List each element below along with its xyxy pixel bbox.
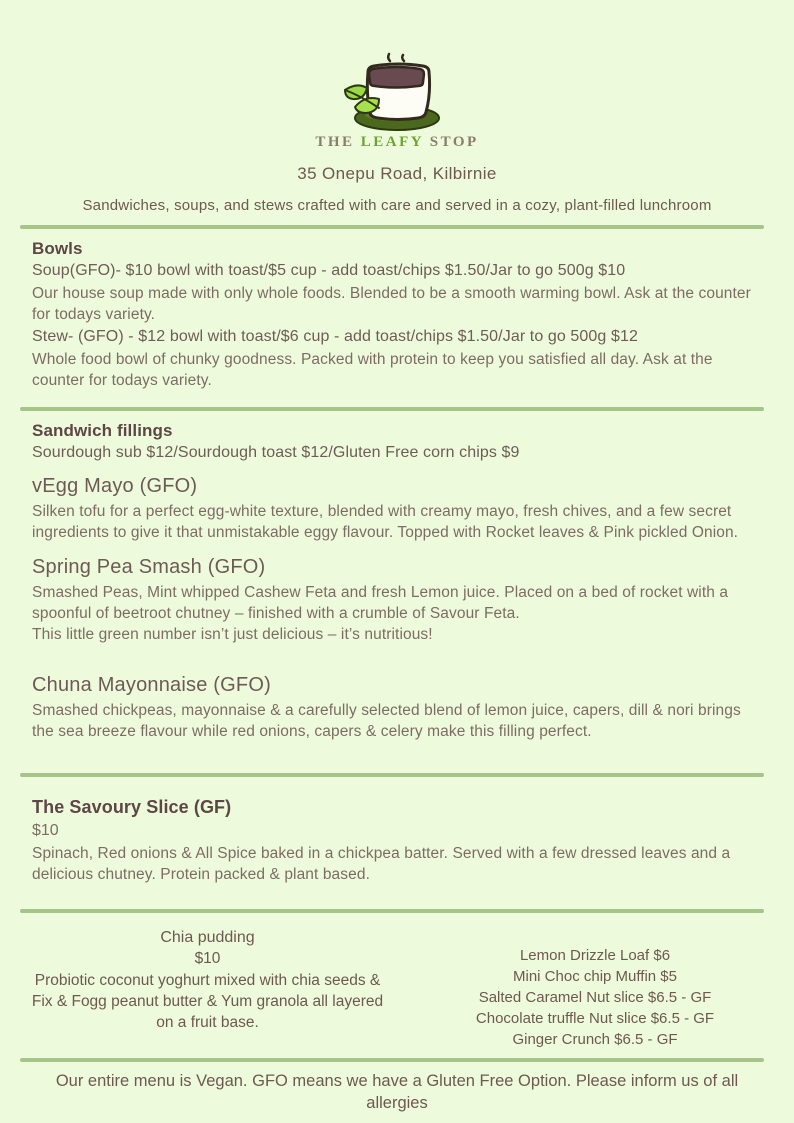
bread-options-line: Sourdough sub $12/Sourdough toast $12/Gluten Free corn chips $9 xyxy=(32,444,520,461)
logo-word-stop: STOP xyxy=(429,134,479,150)
filling-name-spring-pea-smash: Spring Pea Smash (GFO) xyxy=(32,556,266,578)
chia-pudding-name: Chia pudding xyxy=(160,929,255,946)
coffee-cup-logo-icon xyxy=(335,52,459,132)
filling-description: Smashed Peas, Mint whipped Cashew Feta and fresh Lemon juice. Placed on a bed of rocket with a spoonful of beetroot chutney – finished with a crumble of Savour Feta. xyxy=(32,584,729,622)
filling-name-vegg-mayo: vEgg Mayo (GFO) xyxy=(32,475,198,497)
menu-header xyxy=(0,0,794,214)
sweets-section xyxy=(0,913,794,1050)
sandwich-fillings-section xyxy=(0,421,794,742)
section-divider xyxy=(20,1058,764,1062)
savoury-slice-price: $10 xyxy=(32,822,59,839)
filling-description: Silken tofu for a perfect egg-white texture, blended with creamy mayo, fresh chives, and a few secret ingredients to give it that unmistakable eggy flavour. Topped with Rocket leaves & Pink pickled Onion. xyxy=(32,503,739,541)
cabinet-item: Mini Choc chip Muffin $5 xyxy=(513,968,677,985)
filling-name-chuna-mayonnaise: Chuna Mayonnaise (GFO) xyxy=(32,674,271,696)
section-divider xyxy=(20,407,764,411)
logo-wordmark xyxy=(0,134,794,151)
cabinet-item: Salted Caramel Nut slice $6.5 - GF xyxy=(478,989,712,1006)
tagline: Sandwiches, soups, and stews crafted with care and served in a cozy, plant-filled lunchroom xyxy=(82,197,712,214)
filling-description: Smashed chickpeas, mayonnaise & a carefully selected blend of lemon juice, capers, dill & nori brings the sea breeze flavour while red onions, capers & celery make this filling perfect. xyxy=(32,702,741,740)
address-line: 35 Onepu Road, Kilbirnie xyxy=(297,164,497,183)
stew-price-line: Stew- (GFO) - $12 bowl with toast/$6 cup - add toast/chips $1.50/Jar to go 500g $12 xyxy=(32,328,638,345)
logo-word-leafy: LEAFY xyxy=(360,134,424,150)
bowls-title: Bowls xyxy=(32,239,83,258)
soup-price-line: Soup(GFO)- $10 bowl with toast/$5 cup - add toast/chips $1.50/Jar to go 500g $10 xyxy=(32,262,626,279)
logo-word-the: THE xyxy=(315,134,355,150)
cabinet-sweets-column xyxy=(430,927,760,1050)
section-divider xyxy=(20,773,764,777)
section-divider xyxy=(20,225,764,229)
savoury-slice-section xyxy=(0,797,794,885)
sandwich-fillings-title: Sandwich fillings xyxy=(32,421,173,440)
bowls-section xyxy=(0,239,794,391)
savoury-slice-title: The Savoury Slice (GF) xyxy=(32,797,232,817)
soup-description: Our house soup made with only whole foods. Blended to be a smooth warming bowl. Ask at the counter for todays variety. xyxy=(32,285,751,323)
savoury-slice-description: Spinach, Red onions & All Spice baked in a chickpea batter. Served with a few dressed leaves and a delicious chutney. Protein packed & plant based. xyxy=(32,845,731,883)
cabinet-item: Ginger Crunch $6.5 - GF xyxy=(512,1031,678,1048)
filling-description-extra: This little green number isn’t just delicious – it’s nutritious! xyxy=(32,626,433,643)
chia-pudding-price: $10 xyxy=(194,950,221,967)
chia-pudding-description: Probiotic coconut yoghurt mixed with chia seeds & Fix & Fogg peanut butter & Yum granola all layered on a fruit base. xyxy=(31,972,384,1031)
vegan-gfo-allergy-note: Our entire menu is Vegan. GFO means we have a Gluten Free Option. Please inform us of all allergies xyxy=(55,1072,739,1112)
stew-description: Whole food bowl of chunky goodness. Packed with protein to keep you satisfied all day. Ask at the counter for todays variety. xyxy=(32,351,713,389)
cabinet-item: Chocolate truffle Nut slice $6.5 - GF xyxy=(475,1010,715,1027)
cabinet-item: Lemon Drizzle Loaf $6 xyxy=(519,947,671,964)
chia-pudding-column xyxy=(30,927,385,1050)
